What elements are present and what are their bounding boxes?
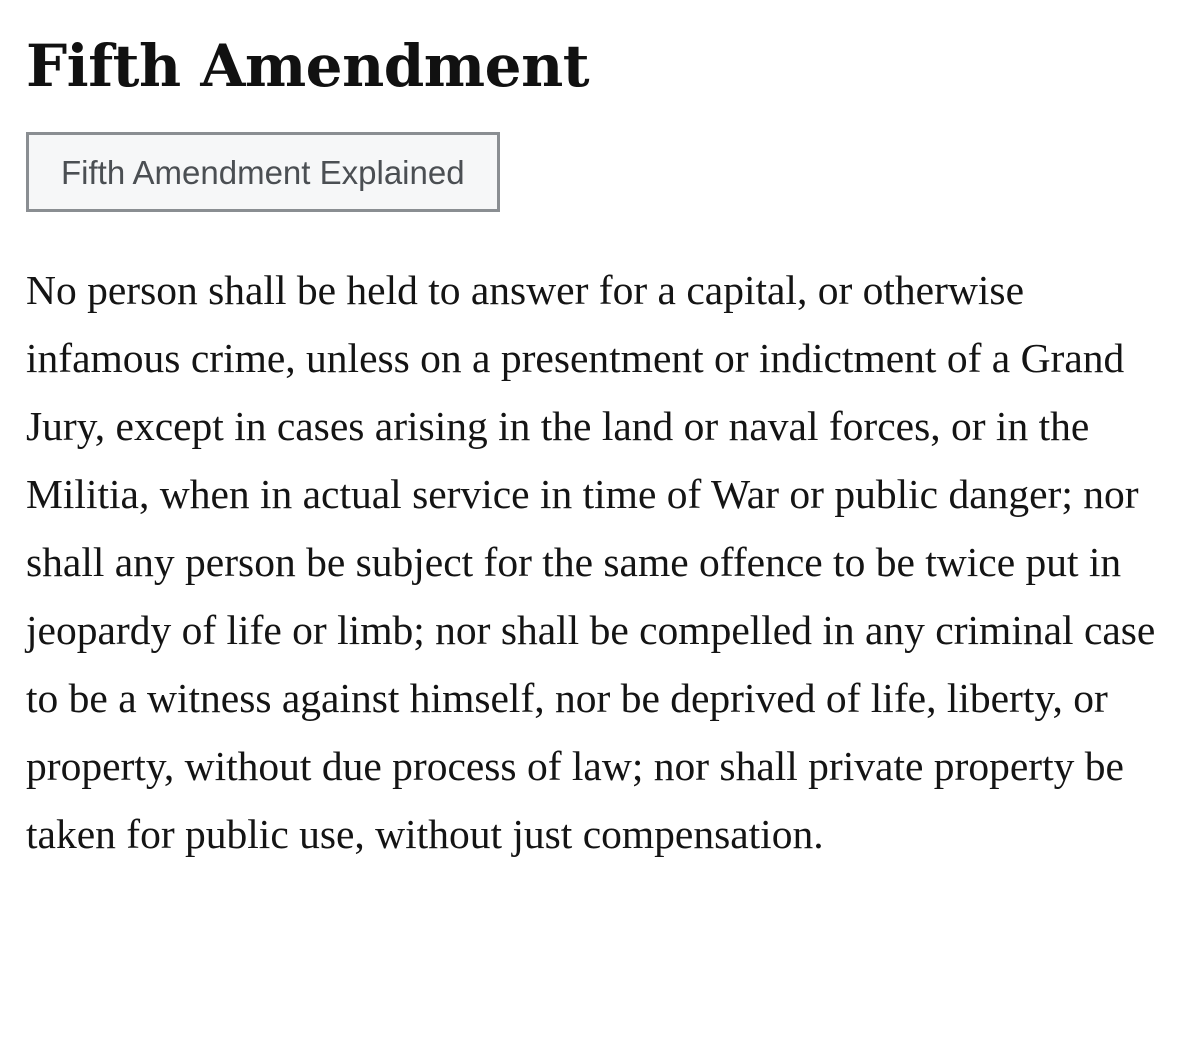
fifth-amendment-explained-button[interactable]: Fifth Amendment Explained xyxy=(26,132,500,212)
amendment-text: No person shall be held to answer for a capital, or otherwise infamous crime, unless on a presentment or indictment of a Grand Jury, except in cases arising in the land or naval forces, or in the Militia, when in actual service in time of War or public danger; nor shall any person be subject for the same offence to be twice put in jeopardy of life or limb; nor shall be compelled in any criminal case to be a witness against himself, nor be deprived of life, liberty, or property, without due process of law; nor shall private property be taken for public use, without just compensation. xyxy=(26,267,1156,857)
page-title: Fifth Amendment xyxy=(26,32,590,100)
